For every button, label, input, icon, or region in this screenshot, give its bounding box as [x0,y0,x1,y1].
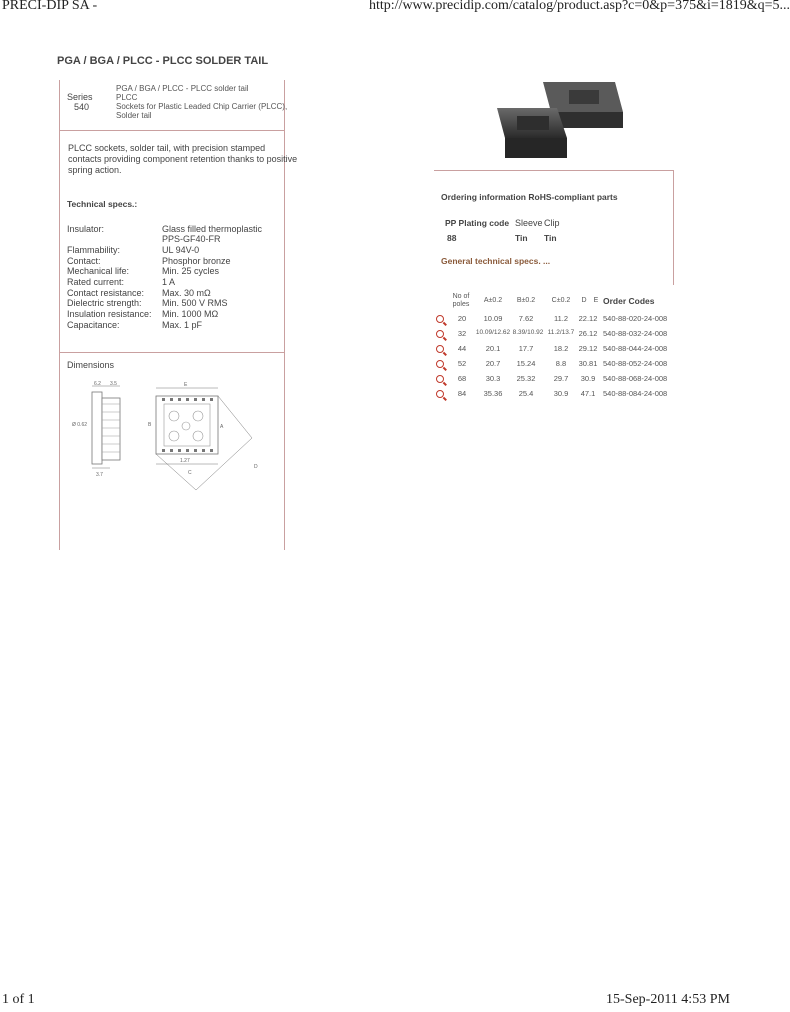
cell-poles: 44 [457,344,467,353]
cell-b: 15.24 [516,359,536,368]
cell-b: 8.39/10.92 [512,329,544,336]
cell-poles: 52 [457,359,467,368]
specs-table [67,224,277,334]
cell-poles: 68 [457,374,467,383]
product-photo [497,78,627,160]
spec-label: Contact: [67,256,101,266]
spec-value: UL 94V-0 [162,245,200,255]
ordering-plating-code: 88 [447,233,457,243]
ordering-col-sleeve: Sleeve [515,218,543,228]
ordering-clip-value: Tin [544,233,557,243]
spec-value: Min. 500 V RMS [162,298,228,308]
dimensions-heading: Dimensions [67,360,115,370]
cell-b: 25.32 [516,374,536,383]
cell-a: 20.7 [485,359,501,368]
socket-back-cavity [569,90,599,104]
dim-label: D [254,464,258,470]
col-d-header: D [581,297,587,304]
cell-a: 35.36 [483,389,503,398]
order-code-link[interactable]: 540-88-032-24-008 [603,329,668,338]
col-a-header: A±0.2 [483,297,503,304]
print-page-number: 1 of 1 [2,992,35,1007]
cell-d: 47.1 [580,389,596,398]
dim-label: E [184,382,188,388]
cell-poles: 84 [457,389,467,398]
dim-label: 3.5 [110,381,117,387]
spec-value: Max. 30 mΩ [162,288,211,298]
order-code-link[interactable]: 540-88-052-24-008 [603,359,668,368]
magnifier-icon[interactable] [436,390,444,398]
side-profile [102,398,120,460]
left-border [59,80,60,550]
ordering-heading: Ordering information RoHS-compliant parts [441,192,618,202]
page-title: PGA / BGA / PLCC - PLCC SOLDER TAIL [57,55,269,67]
print-timestamp: 15-Sep-2011 4:53 PM [606,992,730,1007]
cell-a: 10.09/12.62 [475,329,511,336]
spec-label: Mechanical life: [67,266,130,276]
ordering-col-clip: Clip [544,218,560,228]
dim-label: 1.27 [180,458,190,464]
series-label: Series [67,92,93,102]
magnifier-icon[interactable] [436,345,444,353]
ordering-col-plating: PP Plating code [445,218,510,228]
cell-b: 17.7 [518,344,534,353]
col-c-header: C±0.2 [551,297,571,304]
spec-value: Max. 1 pF [162,320,203,330]
divider-2 [59,352,285,353]
dim-label: B [148,422,152,428]
top-dim-d [218,396,252,438]
divider-1 [59,130,285,131]
col-poles-header: No of poles [452,293,470,308]
magnifier-icon[interactable] [436,315,444,323]
order-code-link[interactable]: 540-88-084-24-008 [603,389,668,398]
right-border [284,80,285,550]
ordering-right-border [673,170,674,285]
cell-c: 8.8 [555,359,567,368]
print-site-title: PRECI-DIP SA - [2,0,98,13]
description-line1: PLCC sockets, solder tail, with precision stamped [68,143,266,153]
cell-d: 29.12 [578,344,598,353]
magnifier-icon[interactable] [436,375,444,383]
cell-a: 10.09 [483,314,503,323]
spec-value: Glass filled thermoplastic [162,224,263,234]
series-value: 540 [74,102,90,112]
cell-c: 11.2/13.7 [547,329,575,336]
product-line3: Sockets for Plastic Leaded Chip Carrier (PLCC), [116,102,288,111]
dim-label: Ø 0.62 [72,422,88,428]
cell-d: 30.81 [578,359,598,368]
spec-label: Dielectric strength: [67,298,142,308]
spec-value: Min. 1000 MΩ [162,309,219,319]
cell-c: 18.2 [553,344,569,353]
product-line2: PLCC [116,93,138,102]
spec-label: Capacitance: [67,320,120,330]
dim-label: 6.2 [94,381,101,387]
specs-heading: Technical specs.: [67,199,138,209]
order-table-body [434,313,684,403]
cell-d: 30.9 [580,374,596,383]
cell-c: 11.2 [553,314,569,323]
cell-b: 7.62 [518,314,534,323]
description-line2: contacts providing component retention thanks to positive [68,154,298,164]
spec-label: Rated current: [67,277,125,287]
col-b-header: B±0.2 [516,297,536,304]
magnifier-icon[interactable] [436,360,444,368]
dim-label: 3.7 [96,472,103,478]
col-codes-header: Order Codes [603,296,655,306]
order-code-link[interactable]: 540-88-020-24-008 [603,314,668,323]
order-code-link[interactable]: 540-88-044-24-008 [603,344,668,353]
general-specs-link[interactable]: General technical specs. ... [441,256,551,266]
description-line3: spring action. [68,165,122,175]
spec-label: Insulation resistance: [67,309,152,319]
spec-label: Flammability: [67,245,121,255]
magnifier-icon[interactable] [436,330,444,338]
cell-d: 22.12 [578,314,598,323]
cell-d: 26.12 [578,329,598,338]
spec-label: Insulator: [67,224,105,234]
spec-value: Min. 25 cycles [162,266,220,276]
cell-c: 30.9 [553,389,569,398]
cell-c: 29.7 [553,374,569,383]
ordering-sleeve-value: Tin [515,233,528,243]
cell-a: 30.3 [485,374,501,383]
socket-front-cavity [517,116,549,130]
order-code-link[interactable]: 540-88-068-24-008 [603,374,668,383]
spec-value: Phosphor bronze [162,256,231,266]
cell-poles: 20 [457,314,467,323]
product-line4: Solder tail [116,111,152,120]
print-url: http://www.precidip.com/catalog/product.asp?c=0&p=375&i=1819&q=5... [369,0,790,13]
side-body [92,392,102,464]
product-line1: PGA / BGA / PLCC - PLCC solder tail [116,84,249,93]
col-e-header: E [593,297,599,304]
cell-b: 25.4 [518,389,534,398]
spec-value: 1 A [162,277,176,287]
cell-poles: 32 [457,329,467,338]
dim-label: A [220,424,224,430]
spec-value: PPS-GF40-FR [162,234,221,244]
dim-label: C [188,470,192,476]
cell-a: 20.1 [485,344,501,353]
ordering-top-line [434,170,674,171]
spec-label: Contact resistance: [67,288,145,298]
socket-front-side [505,138,567,158]
dimensions-drawing [70,382,260,492]
